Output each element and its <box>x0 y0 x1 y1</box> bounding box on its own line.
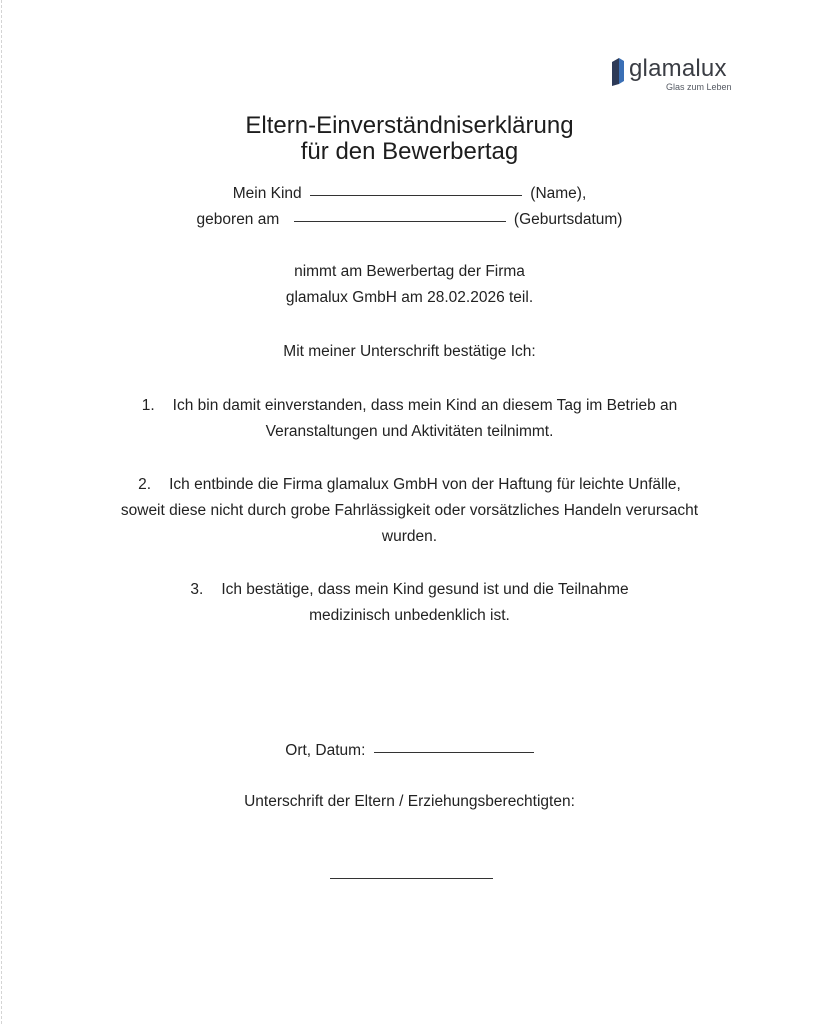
signature-blank[interactable] <box>330 878 493 879</box>
document-title-line-1: Eltern-Einverständniserklärung <box>245 112 574 139</box>
born-label: geboren am <box>196 211 280 228</box>
child-label: Mein Kind <box>232 185 302 202</box>
document-title-line-2: für den Bewerbertag <box>300 138 519 165</box>
list-item-2-line-3: wurden. <box>381 528 438 545</box>
logo-tagline: Glas zum Leben <box>666 82 732 92</box>
birthdate-blank[interactable] <box>294 220 506 222</box>
place-date-blank[interactable] <box>374 751 534 753</box>
list-item-2-line-2: soweit diese nicht durch grobe Fahrlässigkeit oder vorsätzliches Handeln verursacht <box>120 502 699 519</box>
child-name-row <box>0 184 819 204</box>
glamalux-logo <box>610 56 740 96</box>
birthdate-hint: (Geburtsdatum) <box>513 211 623 228</box>
name-hint: (Name), <box>530 185 587 202</box>
intro-line-1: nimmt am Bewerbertag der Firma <box>294 263 525 280</box>
confirm-statement: Mit meiner Unterschrift bestätige Ich: <box>283 343 536 360</box>
logo-wordmark: glamalux <box>629 55 727 82</box>
list-number: 2. <box>138 476 152 493</box>
list-item-3-line-1: 3. Ich bestätige, dass mein Kind gesund ist und die Teilnahme <box>190 581 629 598</box>
list-item-1-line-2: Veranstaltungen und Aktivitäten teilnimmt. <box>265 423 554 440</box>
intro-line-2: glamalux GmbH am 28.02.2026 teil. <box>285 289 534 306</box>
list-number: 1. <box>141 397 155 414</box>
list-item-2-line-1: 2. Ich entbinde die Firma glamalux GmbH von der Haftung für leichte Unfälle, <box>138 476 681 493</box>
place-date-label: Ort, Datum: <box>285 742 366 759</box>
list-number: 3. <box>190 581 204 598</box>
parents-signature-label: Unterschrift der Eltern / Erziehungsberechtigten: <box>244 793 575 810</box>
birthdate-row <box>0 210 819 230</box>
logo-mark-icon <box>610 58 626 86</box>
child-name-blank[interactable] <box>310 194 522 196</box>
place-date-row <box>0 741 819 761</box>
list-item-3-line-2: medizinisch unbedenklich ist. <box>309 607 510 624</box>
list-item-1-line-1: 1. Ich bin damit einverstanden, dass mein Kind an diesem Tag im Betrieb an <box>141 397 678 414</box>
